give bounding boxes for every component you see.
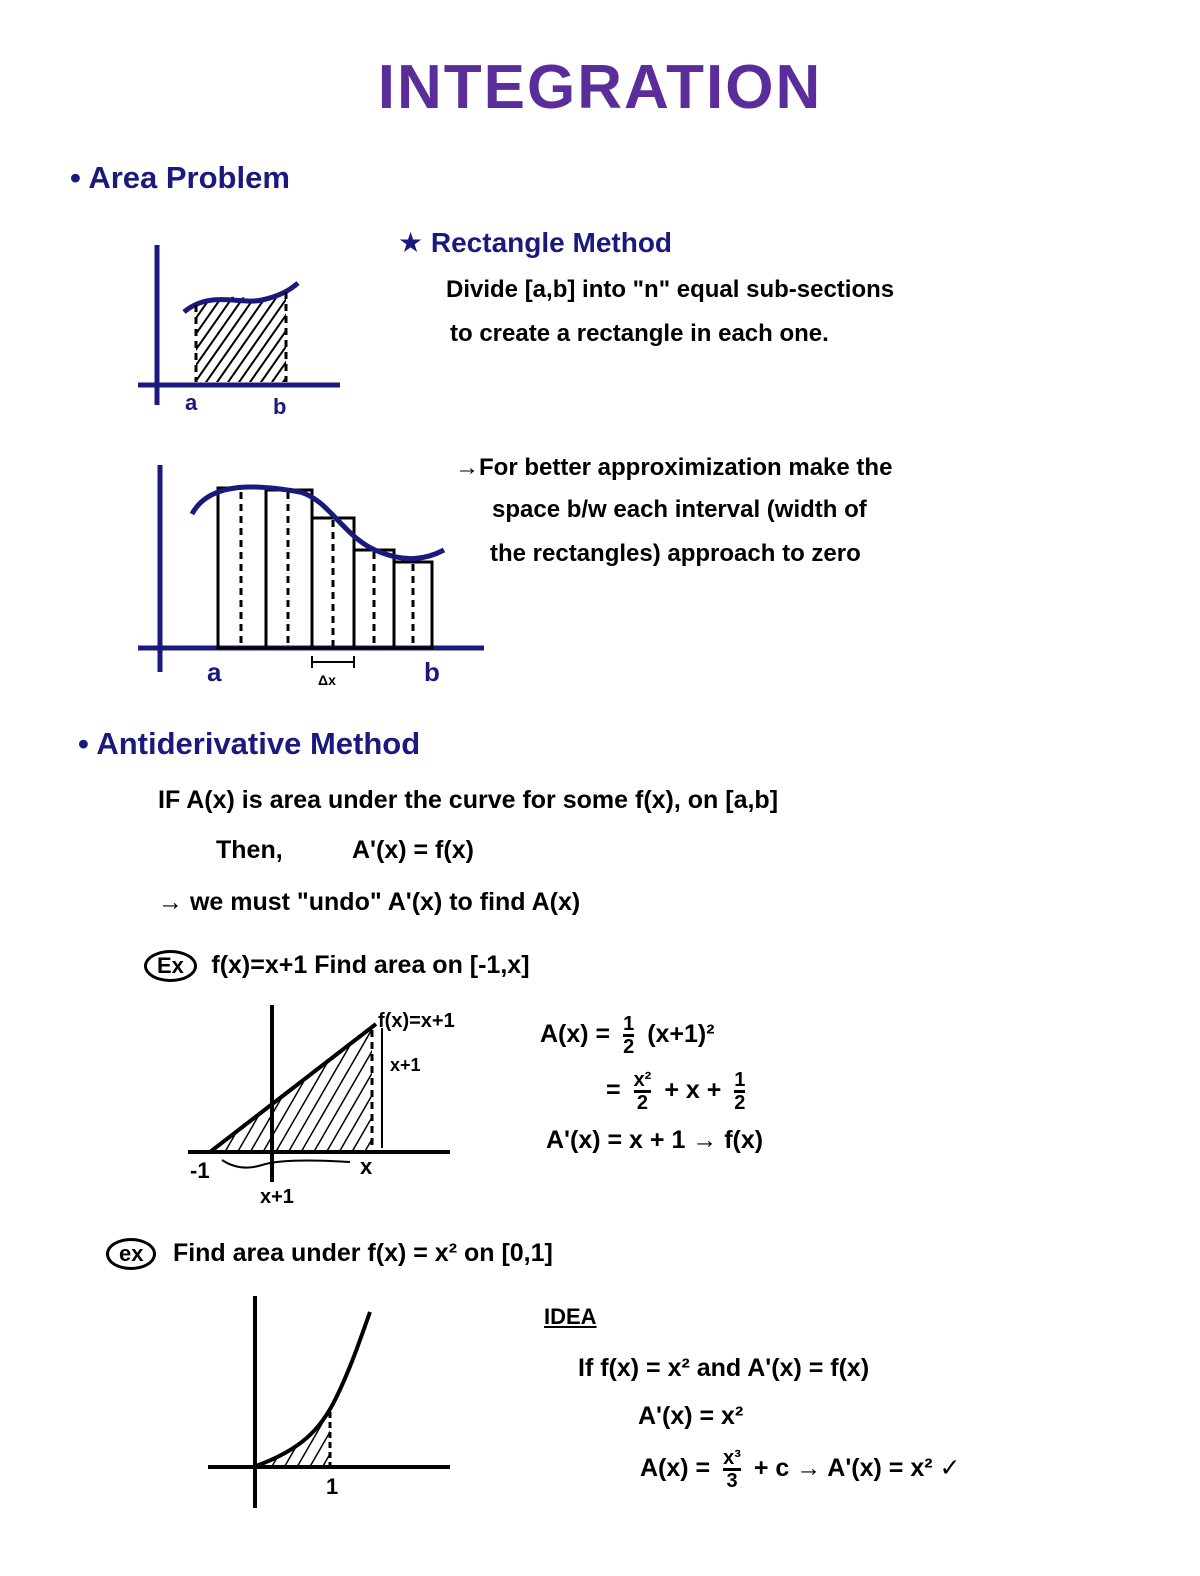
fraction: $\frac{1}{2}$ (623, 1013, 635, 1058)
ex1-work-line-1: A(x) = $\frac{1}{2}$ (x+1)² (540, 1013, 715, 1058)
fraction: $\frac{\text{x³}}{3}$ (723, 1447, 741, 1492)
ex2-work-line-2: A'(x) = x² (638, 1402, 744, 1430)
star-icon: ★ (398, 227, 431, 258)
fraction: $\frac{1}{2}$ (734, 1069, 746, 1114)
fig2-label-a: a (207, 657, 222, 687)
bullet-icon: • (78, 726, 97, 761)
fig2-label-dx: Δx (318, 672, 336, 688)
rectangle-method-line-2: to create a rectangle in each one. (450, 320, 829, 347)
fraction: $\frac{\text{x²}}{2}$ (633, 1069, 652, 1114)
ex1-right-label: x (360, 1154, 373, 1179)
ex1-side-label: x+1 (390, 1055, 421, 1075)
example-1-prompt: f(x)=x+1 Find area on [-1,x] (211, 951, 530, 979)
ex1-bottom-label: x+1 (260, 1186, 294, 1208)
subheading-rectangle-method: ★ Rectangle Method (398, 227, 673, 258)
ex2-idea-heading: IDEA (544, 1304, 597, 1329)
ex2-tick-label: 1 (326, 1474, 339, 1499)
ex1-work-line-2: = $\frac{\text{x²}}{2}$ + x + $\frac{1}{2}$ (606, 1069, 746, 1114)
antiderivative-line-3: → we must "undo" A'(x) to find A(x) (158, 888, 581, 916)
ex2-work-line-3: A(x) = $\frac{\text{x³}}{3}$ + c → A'(x) = x² ✓ (640, 1447, 961, 1492)
approximation-line-3: the rectangles) approach to zero (490, 540, 861, 567)
bullet-icon: • (70, 160, 89, 195)
example-badge: Ex (144, 950, 197, 982)
example-badge: ex (106, 1238, 156, 1270)
example-2-prompt: Find area under f(x) = x² on [0,1] (172, 1239, 553, 1267)
shaded-region (258, 1412, 330, 1465)
fig1-label-a: a (185, 390, 198, 415)
approximation-line-1: →For better approximization make the (455, 454, 893, 481)
fig2-label-b: b (424, 657, 440, 687)
section-heading-antiderivative: • Antiderivative Method (78, 726, 421, 761)
antiderivative-then: Then, (216, 836, 283, 864)
ex1-left-label: -1 (190, 1158, 210, 1183)
antiderivative-equation: A'(x) = f(x) (352, 836, 474, 864)
page-title: INTEGRATION (377, 53, 823, 122)
rectangle-method-line-1: Divide [a,b] into "n" equal sub-sections (446, 276, 895, 303)
ex1-function-label: f(x)=x+1 (378, 1010, 455, 1032)
fig1-label-b: b (273, 394, 287, 419)
ex1-work-line-3: A'(x) = x + 1 → f(x) (546, 1126, 764, 1154)
antiderivative-line-1: IF A(x) is area under the curve for some f(x), on [a,b] (158, 786, 779, 814)
approximation-line-2: space b/w each interval (width of (492, 496, 867, 523)
section-heading-area-problem: • Area Problem (70, 160, 290, 195)
ex2-work-line-1: If f(x) = x² and A'(x) = f(x) (578, 1354, 870, 1382)
